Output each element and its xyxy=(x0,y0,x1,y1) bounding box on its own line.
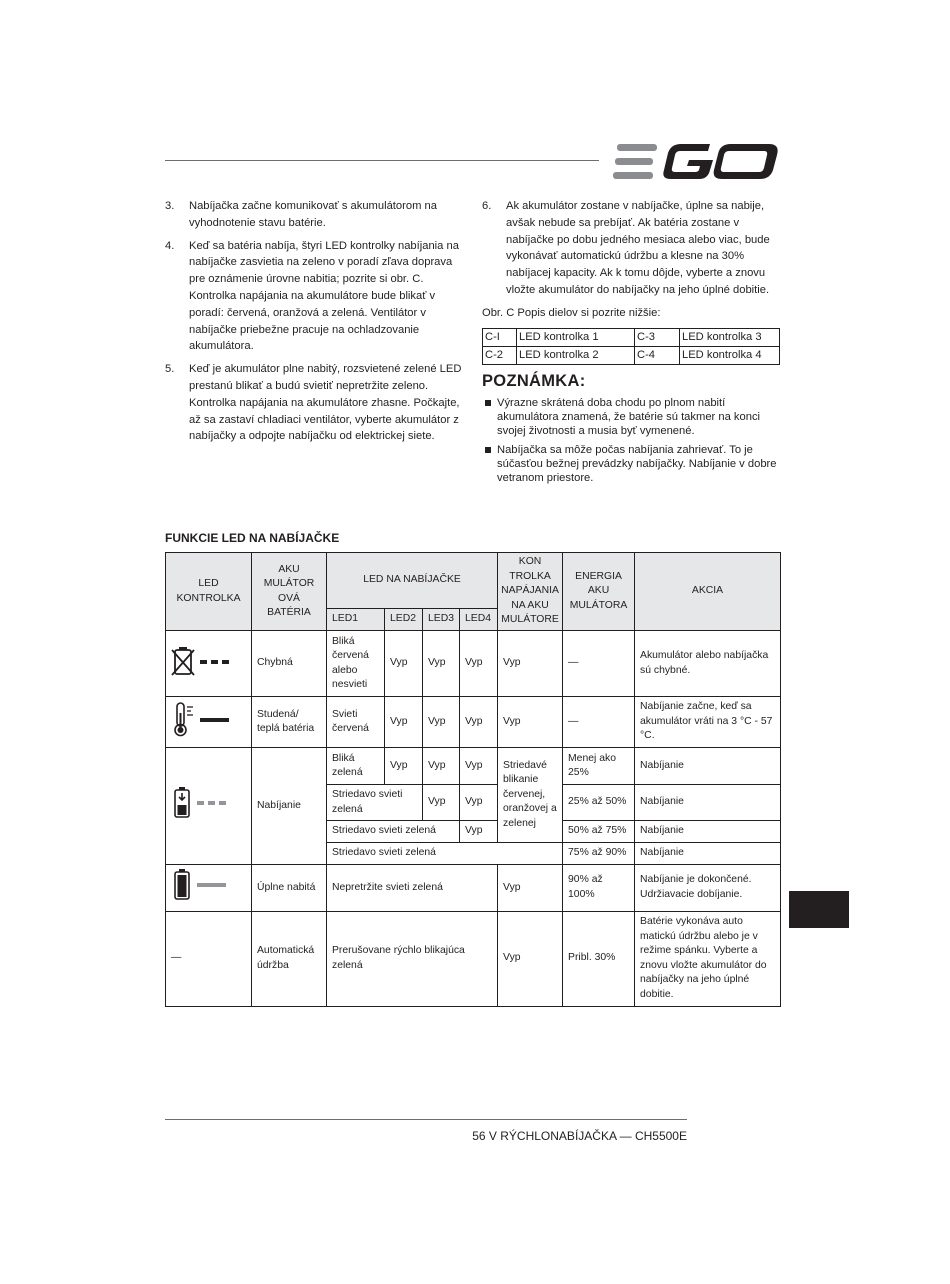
list-item-4 xyxy=(165,238,465,356)
table-row xyxy=(166,748,781,785)
table-row xyxy=(483,328,780,346)
side-tab-marker xyxy=(789,891,849,928)
all-leds-state: Striedavo svieti zelená xyxy=(327,843,563,865)
led4-state: Vyp xyxy=(460,785,498,821)
header-led4: LED4 xyxy=(460,609,498,631)
energy-level: 90% až 100% xyxy=(563,865,635,912)
table-row xyxy=(166,911,781,1006)
led4-state: Vyp xyxy=(460,631,498,697)
action-text: Nabíjanie xyxy=(635,748,781,785)
energy-level: 50% až 75% xyxy=(563,821,635,843)
header-led-na-nabijacke: LED NA NABÍJAČKE xyxy=(327,553,498,609)
battery-fault-icon xyxy=(171,644,233,678)
list-item-5 xyxy=(165,361,465,445)
table-row xyxy=(483,346,780,364)
energy-level: — xyxy=(563,697,635,748)
led1-state: Bliká zelená xyxy=(327,748,385,785)
battery-state: Nabíjanie xyxy=(252,748,327,865)
action-text: Nabíjanie xyxy=(635,785,781,821)
thermometer-icon xyxy=(171,701,233,737)
energy-level: 25% až 50% xyxy=(563,785,635,821)
parts-table xyxy=(482,328,780,365)
part-code: C-3 xyxy=(635,328,680,346)
led1-state: Bliká červená alebo nesvieti xyxy=(327,631,385,697)
energy-level: Menej ako 25% xyxy=(563,748,635,785)
power-led-state: Vyp xyxy=(498,697,563,748)
figure-reference: Obr. C Popis dielov si pozrite nižšie: xyxy=(482,306,661,319)
led1-state: Svieti červená xyxy=(327,697,385,748)
item-text: Keď je akumulátor plne nabitý, rozsvietené zelené LED prestanú blikať a budú svietiť nepretržite zeleno. Kontrolka napájania na akumulátore zhasne. Počkajte, až sa zastaví chladiaci ventilátor, vyberte akumulátor z nabíjačky a odpojte nabíjačku od elektrickej siete. xyxy=(189,363,462,443)
energy-level: — xyxy=(563,631,635,697)
led2-state: Vyp xyxy=(385,748,423,785)
item-text: Ak akumulátor zostane v nabíjačke, úplne sa nabije, avšak nebude sa prebíjať. Ak batéria zostane v nabíjačke po dobu jedného mesiaca alebo viac, bude vykonávať automatickú údržbu a klesne na 30% nabíjacej kapacity. Ak k tomu dôjde, vyberte a znovu vložte akumulátor do nabíjačky na jeho úplné dobitie. xyxy=(506,200,770,296)
note-title: POZNÁMKA: xyxy=(482,371,586,390)
action-text: Nabíjanie začne, keď sa akumulátor vráti na 3 °C - 57 °C. xyxy=(635,697,781,748)
led-section-title: FUNKCIE LED NA NABÍJAČKE xyxy=(165,531,340,545)
led3-state: Vyp xyxy=(423,631,460,697)
header-kontrolka-napajania: KON TROLKA NAPÁJANIA NA AKU MULÁTORE xyxy=(498,553,563,631)
item-text: Nabíjačka začne komunikovať s akumulátorom na vyhodnotenie stavu batérie. xyxy=(189,200,437,229)
led2-state: Vyp xyxy=(385,697,423,748)
action-text: Nabíjanie je dokončené. Udržiavacie dobíjanie. xyxy=(635,865,781,912)
led3-state: Vyp xyxy=(423,785,460,821)
all-leds-state: Prerušovane rýchlo blikajúca zelená xyxy=(327,911,498,1006)
part-code: C-2 xyxy=(483,346,517,364)
header-led3: LED3 xyxy=(423,609,460,631)
item-number: 3. xyxy=(165,200,175,212)
left-column xyxy=(165,198,465,451)
led3-state: Vyp xyxy=(423,697,460,748)
power-led-state: Vyp xyxy=(498,911,563,1006)
header-akcia: AKCIA xyxy=(635,553,781,631)
led-functions-table xyxy=(165,552,781,1007)
note-bullet xyxy=(482,443,780,485)
led-icon-cell xyxy=(166,865,252,912)
item-text: Keď sa batéria nabíja, štyri LED kontrolky nabíjania na nabíjačke zasvietia na zeleno v poradí zľava doprava pre oznámenie úrovne nabitia; pozrite si obr. C. Kontrolka napájania na akumulátore bude blikať v poradí: červená, oranžová a zelená. Ventilátor v nabíjačke priebežne pracuje na ochladzovanie akumulátora. xyxy=(189,239,459,353)
item-number: 5. xyxy=(165,363,175,376)
energy-level: Pribl. 30% xyxy=(563,911,635,1006)
led12-state: Striedavo svieti zelená xyxy=(327,785,423,821)
led4-state: Vyp xyxy=(460,697,498,748)
note-text: Výrazne skrátená doba chodu po plnom nabití akumulátora znamená, že batérie sú takmer na konci svojej životnosti a musia byť vymenené. xyxy=(497,397,761,438)
led3-state: Vyp xyxy=(423,748,460,785)
power-led-state: Vyp xyxy=(498,631,563,697)
table-row xyxy=(166,697,781,748)
header-rule xyxy=(165,160,599,161)
table-header-row xyxy=(166,553,781,609)
power-led-state: Striedavé blikanie červenej, oranžovej a zelenej xyxy=(498,748,563,843)
header-led2: LED2 xyxy=(385,609,423,631)
part-code: C-I xyxy=(483,328,517,346)
led2-state: Vyp xyxy=(385,631,423,697)
right-column xyxy=(482,198,780,490)
bullet-square-icon xyxy=(485,447,491,453)
led-icon-cell xyxy=(166,697,252,748)
action-text: Nabíjanie xyxy=(635,821,781,843)
part-label: LED kontrolka 3 xyxy=(680,328,780,346)
header-led1: LED1 xyxy=(327,609,385,631)
header-led-kontrolka: LED KONTROLKA xyxy=(166,553,252,631)
led4-state: Vyp xyxy=(460,821,498,843)
header-akumulator: AKU MULÁTOR OVÁ BATÉRIA xyxy=(252,553,327,631)
action-text: Batérie vykonáva auto matickú údržbu alebo je v režime spánku. Vyberte a znovu vložte akumulátor do nabíjačky na jeho úplné dobitie. xyxy=(635,911,781,1006)
ego-logo xyxy=(613,143,780,181)
led-icon-cell xyxy=(166,631,252,697)
bullet-square-icon xyxy=(485,400,491,406)
part-label: LED kontrolka 1 xyxy=(517,328,635,346)
battery-state: Studená/ teplá batéria xyxy=(252,697,327,748)
header-energia: ENERGIA AKU MULÁTORA xyxy=(563,553,635,631)
battery-state: Chybná xyxy=(252,631,327,697)
list-item-3 xyxy=(165,198,465,232)
battery-state: Úplne nabitá xyxy=(252,865,327,912)
note-bullet xyxy=(482,396,780,438)
energy-level: 75% až 90% xyxy=(563,843,635,865)
battery-state: Automatická údržba xyxy=(252,911,327,1006)
led-icon-cell xyxy=(166,748,252,865)
part-label: LED kontrolka 2 xyxy=(517,346,635,364)
part-label: LED kontrolka 4 xyxy=(680,346,780,364)
item-number: 4. xyxy=(165,239,175,252)
led-icon-cell: — xyxy=(166,911,252,1006)
part-code: C-4 xyxy=(635,346,680,364)
note-text: Nabíjačka sa môže počas nabíjania zahrievať. To je súčasťou bežnej prevádzky nabíjačky. Nabíjanie v dobre vetranom priestore. xyxy=(497,444,777,485)
led123-state: Striedavo svieti zelená xyxy=(327,821,460,843)
item-number: 6. xyxy=(482,200,492,212)
page-footer: 56 V RÝCHLONABÍJAČKA — CH5500E xyxy=(472,1129,687,1143)
action-text: Akumulátor alebo nabíjačka sú chybné. xyxy=(635,631,781,697)
battery-charging-icon xyxy=(171,785,233,821)
action-text: Nabíjanie xyxy=(635,843,781,865)
list-item-6 xyxy=(482,198,780,299)
all-leds-state: Nepretržite svieti zelená xyxy=(327,865,498,912)
footer-rule xyxy=(165,1119,687,1120)
table-row xyxy=(166,631,781,697)
power-led-state: Vyp xyxy=(498,865,563,912)
battery-full-icon xyxy=(171,867,233,903)
led4-state: Vyp xyxy=(460,748,498,785)
table-row xyxy=(166,865,781,912)
